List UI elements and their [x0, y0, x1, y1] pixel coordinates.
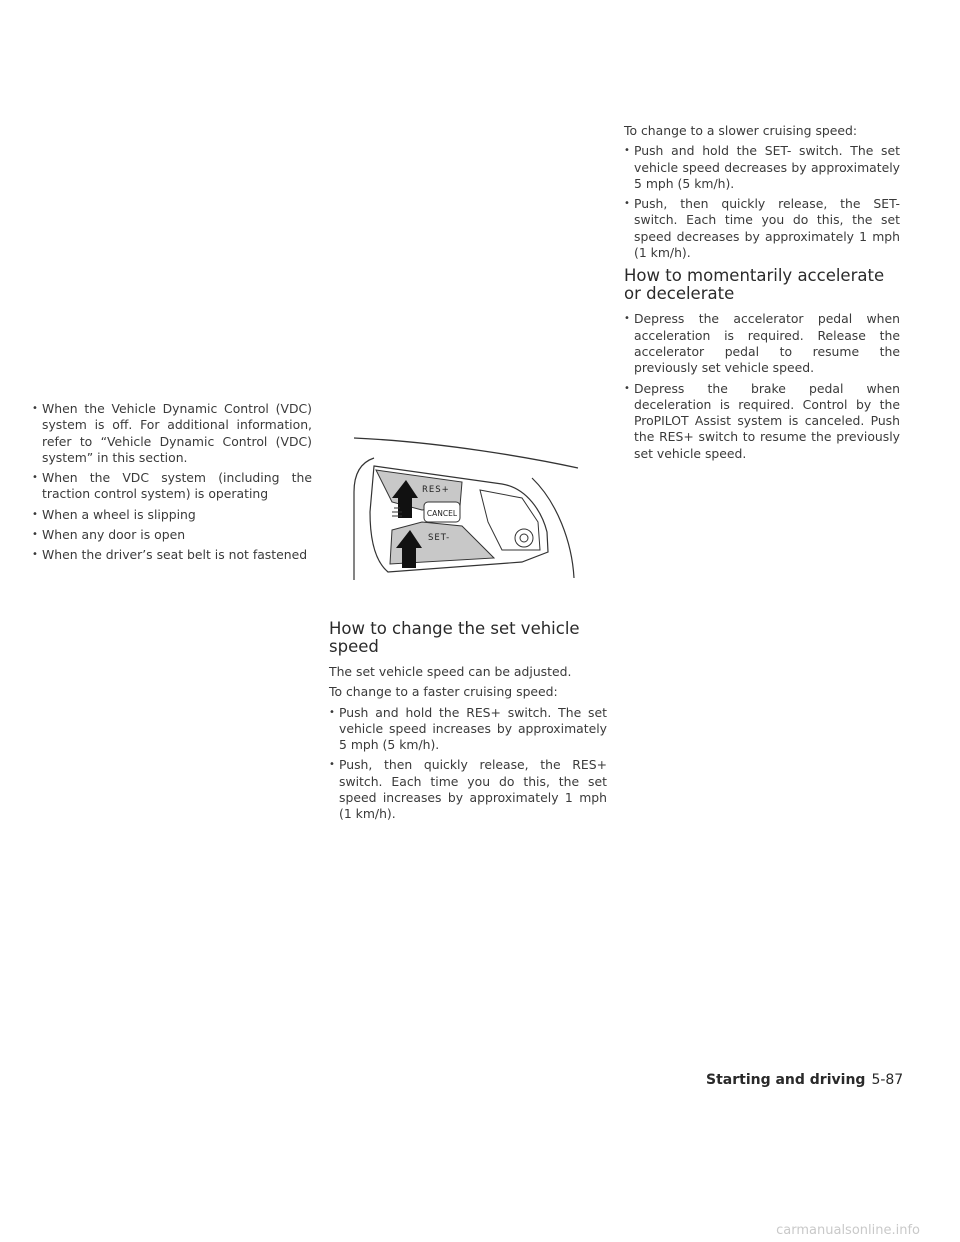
steering-switch-illustration: [352, 432, 580, 582]
list-item: • Push, then quickly release, the RES+ switch. Each time you do this, the set speed increases by approximately 1 mph (1 km/h).: [329, 757, 607, 822]
slower-intro: To change to a slower cruising speed:: [624, 123, 858, 138]
section-heading: How to momentarily accelerate or decelerate: [624, 266, 885, 304]
res-plus-label: RES+: [422, 485, 450, 495]
steering-wheel-rim-line: [354, 438, 578, 468]
intro-paragraph: The set vehicle speed can be adjusted.: [329, 664, 572, 679]
middle-column: [329, 620, 607, 827]
list-item: • Depress the accelerator pedal when acceleration is required. Release the accelerator pedal to resume the previously set vehicle speed.: [624, 311, 900, 376]
list-item: • Depress the brake pedal when deceleration is required. Control by the ProPILOT Assist system is canceled. Push the RES+ switch to resume the previously set vehicle speed.: [624, 381, 900, 462]
slower-list: [624, 143, 900, 261]
right-switch-block: [480, 490, 540, 550]
steering-wheel-inner-line: [354, 458, 374, 580]
watermark: carmanualsonline.info: [776, 1223, 920, 1238]
set-minus-label: SET-: [428, 533, 451, 543]
steering-assist-icon: [515, 529, 533, 547]
footer-section-title: Starting and driving: [706, 1072, 866, 1088]
faster-list: [329, 705, 607, 823]
right-column: [624, 123, 900, 466]
list-item: • When a wheel is slipping: [32, 507, 312, 523]
cancel-label: CANCEL: [426, 509, 458, 518]
list-item: • Push and hold the RES+ switch. The set vehicle speed increases by approximately 5 mph (5 km/h).: [329, 705, 607, 754]
list-item: • When the VDC system (including the traction control system) is operating: [32, 470, 312, 503]
accelerate-list: [624, 311, 900, 462]
page-number: 5-87: [871, 1072, 904, 1088]
conditions-list: [32, 401, 312, 564]
section-heading: How to change the set vehicle speed: [329, 619, 580, 656]
left-column: [32, 401, 312, 568]
list-item: • When any door is open: [32, 527, 312, 543]
list-item: • Push and hold the SET- switch. The set vehicle speed decreases by approximately 5 mph (5 km/h).: [624, 143, 900, 192]
list-item: • When the driver’s seat belt is not fastened: [32, 547, 312, 563]
list-item: • Push, then quickly release, the SET- switch. Each time you do this, the set speed decreases by approximately 1 mph (1 km/h).: [624, 196, 900, 261]
faster-intro: To change to a faster cruising speed:: [329, 684, 558, 700]
page-footer: [706, 1072, 904, 1092]
list-item: • When the Vehicle Dynamic Control (VDC) system is off. For additional information, refer to “Vehicle Dynamic Control (VDC) system” in this section.: [32, 401, 312, 466]
